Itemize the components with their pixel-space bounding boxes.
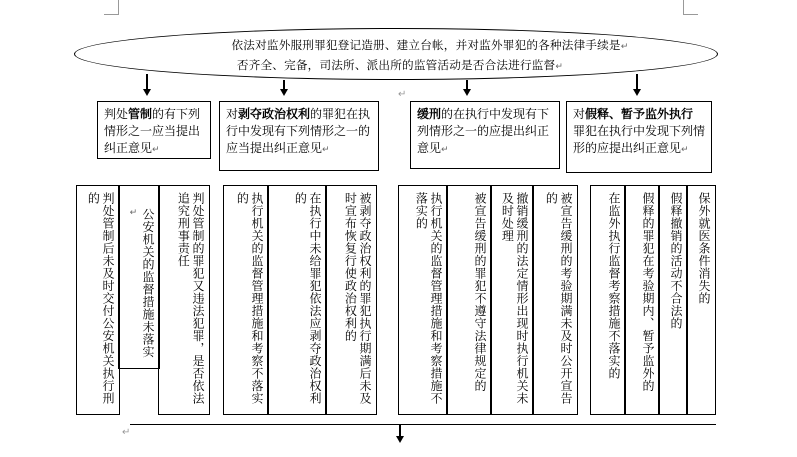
arrow-1-line	[146, 74, 148, 90]
para-mark-bottom: ↵	[122, 427, 131, 438]
g3-col-measures-not-implemented: 执行机关的监督管理措施和考察措施不落实的	[398, 185, 448, 415]
crop-mark-left	[118, 0, 119, 14]
g2-col-restore-rights-delay: 被剥夺政治权利的罪犯执行期满后未及时宣布恢复行使政治权利的	[325, 185, 377, 415]
g3-col-revoke-probation: 撤销缓刑的法定情形出现时执行机关未及时处理	[490, 185, 534, 415]
supervision-text-line2: 否齐全、完备，司法所、派出所的监管活动是否合法进行监督	[236, 58, 556, 72]
header-deprivation-political-rights: 对剥夺政治权利的罪犯在执行中发现有下列情形之一的应当提出纠正意见↵	[219, 101, 379, 171]
g4-col-parole-revocation-illegal: 假释撤销的活动不合法的	[658, 185, 688, 415]
header-parole-medical-parole: 对假释、暂予监外执行罪犯在执行中发现下列情形的应提出纠正意见↵	[566, 101, 712, 173]
arrow-1-head	[143, 89, 151, 96]
g4-col-parole-probation-period: 假释的罪犯在考验期内、暂予监外的	[624, 185, 660, 415]
g2-col-supervision-not-implemented: 执行机关的监督管理措施和考察不落实的	[223, 185, 269, 415]
g4-col-supervision-not-implemented: 在监外执行监督考察措施不落实的	[590, 185, 626, 415]
para-mark: ↵	[398, 89, 407, 100]
header-surveillance: 判处管制的有下列情形之一应当提出纠正意见↵	[97, 101, 211, 159]
g3-col-probation-expiry: 被宣告缓刑的考验期满未及时公开宣告的	[532, 185, 578, 415]
g1-col-police-measures: 公安机关的监督措施未落实↵	[118, 185, 160, 369]
arrow-4-line	[636, 74, 638, 90]
crop-mark-right	[683, 0, 684, 14]
supervision-text-line1: 依法对监外服刑罪犯登记造册、建立台帐，并对监外罪犯的各种法律手续是	[231, 38, 621, 52]
g1-col-delivery-delay: 判处管制后未及时交付公安机关执行刑的	[76, 185, 120, 415]
arrow-2-head	[280, 89, 288, 96]
supervision-text: 依法对监外服刑罪犯登记造册、建立台帐，并对监外罪犯的各种法律手续是↵ 否齐全、完备，司法所、派出所的监管活动是否合法进行监督↵	[231, 38, 629, 72]
bottom-arrow-head	[396, 436, 404, 443]
header-probation: 缓刑的在执行中发现有下列情形之一的应提出纠正意见↵	[410, 101, 560, 169]
g4-col-medical-condition-ended: 保外就医条件消失的	[686, 185, 716, 415]
bottom-connector-line	[130, 424, 716, 425]
crop-mark-right-h	[683, 14, 698, 15]
g1-col-new-crime: 判处管制的罪犯又违法犯罪，是否依法追究刑事责任	[158, 185, 210, 415]
arrow-4-head	[633, 89, 641, 96]
arrow-3-head	[463, 89, 471, 96]
g2-col-rights-not-deprived: 在执行中未给罪犯依法应剥夺政治权利的	[267, 185, 327, 415]
crop-mark-left-h	[104, 14, 119, 15]
g3-col-violates-law: 被宣告缓刑的罪犯不遵守法律规定的	[446, 185, 492, 415]
